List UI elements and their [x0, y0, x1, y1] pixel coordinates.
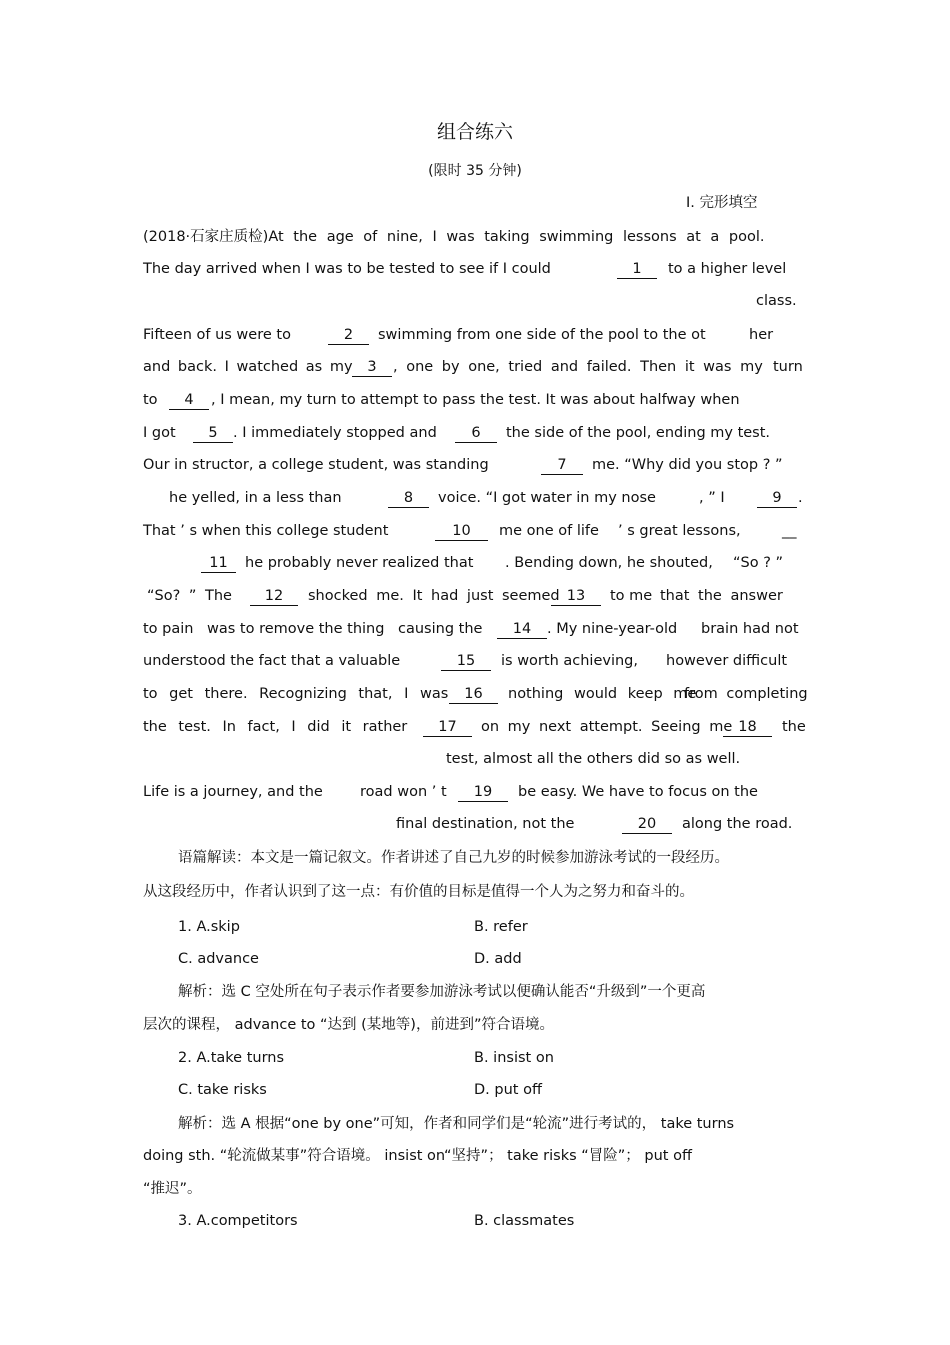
passage-line: .: [798, 490, 803, 506]
passage-line: on my next attempt. Seeing me: [481, 719, 733, 735]
option-a: 3. A.competitors: [178, 1213, 298, 1229]
explanation: 解析：选 A 根据“one by one”可知，作者和同学们是“轮流”进行考试的， take turns: [178, 1116, 735, 1132]
passage-line: the: [782, 719, 806, 735]
passage-line: me one of life: [499, 523, 599, 539]
passage-line: along the road.: [682, 816, 793, 832]
passage-line: Our in structor, a college student, was standing: [143, 457, 489, 473]
passage-line: swimming from one side of the pool to the ot: [378, 327, 706, 343]
passage-line: “So? ” The: [147, 588, 232, 604]
passage-line: I got: [143, 425, 176, 441]
passage-line: nothing would keep me: [508, 686, 697, 702]
blank-10: 10: [435, 522, 488, 541]
passage-line: . My nine-year-old: [547, 621, 678, 637]
passage-line: . Bending down, he shouted,: [505, 555, 713, 571]
passage-line: to: [143, 392, 158, 408]
passage-line: to get there. Recognizing that, I was: [143, 686, 449, 702]
passage-line: turn: [773, 359, 803, 375]
passage-line: be easy. We have to focus on the: [518, 784, 758, 800]
passage-line: understood the fact that a valuable: [143, 653, 401, 669]
page-title: 组合练六: [436, 121, 513, 143]
option-b: B. insist on: [474, 1050, 554, 1066]
explanation: 解析：选 C 空处所在句子表示作者要参加游泳考试以便确认能否“升级到”一个更高: [178, 984, 706, 1000]
passage-line: , ” I: [699, 490, 725, 506]
blank-19: 19: [458, 783, 508, 802]
passage-line: to a higher level: [668, 261, 787, 277]
section-heading: Ⅰ. 完形填空: [686, 195, 758, 211]
option-d: D. add: [474, 951, 522, 967]
passage-line: her: [749, 327, 774, 343]
blank-11: 11: [201, 554, 236, 573]
blank-17: 17: [423, 718, 472, 737]
blank-1: 1: [617, 260, 657, 279]
passage-line: , one by one, tried and failed. Then it was my: [393, 359, 763, 375]
blank-18: 18: [723, 718, 772, 737]
passage-line: that the answer: [660, 588, 783, 604]
passage-line: ’ s great lessons,: [618, 523, 741, 539]
passage-line: road won ’ t: [360, 784, 447, 800]
option-b: B. refer: [474, 919, 528, 935]
blank-16: 16: [449, 685, 498, 704]
passage-line: from completing: [684, 686, 808, 702]
passage-line: (2018·石家庄质检)At the age of nine, I was taking swimming lessons at a pool.: [143, 229, 765, 245]
passage-line: class.: [756, 293, 797, 309]
passage-line: “So ? ”: [733, 555, 784, 571]
option-c: C. advance: [178, 951, 259, 967]
passage-line: The day arrived when I was to be tested to see if I could: [143, 261, 551, 277]
blank-5: 5: [193, 424, 233, 443]
blank-2: 2: [328, 326, 369, 345]
passage-line: to me: [610, 588, 653, 604]
explanation: 层次的课程， advance to “达到 (某地等)，前进到”符合语境。: [143, 1017, 554, 1033]
passage-line: and back. I watched as my: [143, 359, 353, 375]
blank-7: 7: [541, 456, 583, 475]
option-d: D. put off: [474, 1082, 542, 1098]
option-a: 2. A.take turns: [178, 1050, 285, 1066]
passage-line: me. “Why did you stop ? ”: [592, 457, 783, 473]
blank-12: 12: [250, 587, 298, 606]
explanation: doing sth. “轮流做某事”符合语境。 insist on“坚持”； take risks “冒险”； put off: [143, 1148, 692, 1164]
passage-line: he yelled, in a less than: [169, 490, 342, 506]
passage-line: however difficult: [666, 653, 788, 669]
passage-line: voice. “I got water in my nose: [438, 490, 656, 506]
blank-15: 15: [441, 652, 491, 671]
passage-line: Fifteen of us were to: [143, 327, 291, 343]
passage-line: is worth achieving,: [501, 653, 638, 669]
option-b: B. classmates: [474, 1213, 575, 1229]
blank-20: 20: [622, 815, 672, 834]
passage-line: to pain: [143, 621, 194, 637]
passage-line: Life is a journey, and the: [143, 784, 323, 800]
passage-line: shocked me. It had just seemed: [308, 588, 560, 604]
passage-line: the test. In fact, I did it rather: [143, 719, 408, 735]
passage-line: causing the: [398, 621, 483, 637]
time-limit: (限时 35 分钟): [428, 163, 522, 179]
passage-line: was to remove the thing: [207, 621, 385, 637]
blank-6: 6: [455, 424, 497, 443]
passage-line: test, almost all the others did so as well.: [446, 751, 741, 767]
passage-line: . I immediately stopped and: [233, 425, 437, 441]
blank-13: 13: [551, 587, 601, 606]
passage-line: he probably never realized that: [245, 555, 474, 571]
blank-3: 3: [352, 358, 392, 377]
passage-line: __: [782, 523, 797, 539]
blank-9: 9: [757, 489, 797, 508]
explanation: “推迟”。: [143, 1181, 202, 1197]
passage-line: brain had not: [701, 621, 799, 637]
option-a: 1. A.skip: [178, 919, 240, 935]
passage-line: the side of the pool, ending my test.: [506, 425, 771, 441]
blank-4: 4: [169, 391, 209, 410]
passage-analysis: 语篇解读：本文是一篇记叙文。作者讲述了自己九岁的时候参加游泳考试的一段经历。: [178, 850, 729, 866]
passage-line: That ’ s when this college student: [143, 523, 389, 539]
blank-8: 8: [388, 489, 429, 508]
passage-analysis: 从这段经历中，作者认识到了这一点：有价值的目标是值得一个人为之努力和奋斗的。: [143, 884, 694, 900]
option-c: C. take risks: [178, 1082, 267, 1098]
blank-14: 14: [497, 620, 547, 639]
passage-line: final destination, not the: [396, 816, 575, 832]
passage-line: , I mean, my turn to attempt to pass the test. It was about halfway when: [211, 392, 740, 408]
